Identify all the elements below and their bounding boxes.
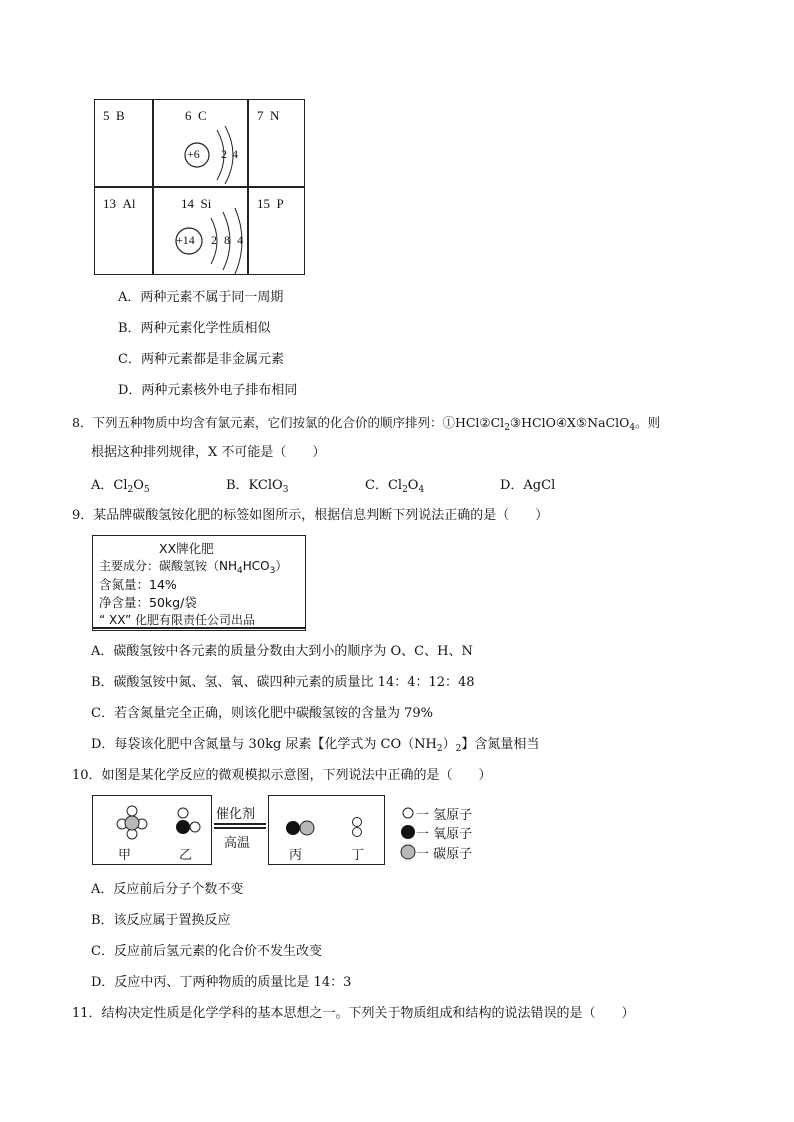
table-divider [95, 186, 304, 188]
q7-option-a: A．两种元素不属于同一周期 [118, 290, 284, 305]
element-cell-b: 5 B [103, 108, 125, 123]
label-ingredient: 主要成分：碳酸氢铵$(NH_4HCO_3)$ [99, 559, 288, 576]
q7-option-d: D．两种元素核外电子排布相同 [118, 383, 298, 398]
legend-carbon: 一 碳原子 [416, 847, 473, 862]
reaction-catalyst: 催化剂 [216, 807, 256, 822]
carbon-atom [125, 816, 139, 830]
oxygen-atom [286, 821, 300, 835]
q9-option-d: D．每袋该化肥中含氮量与 30kg 尿素【化学式为 $CO(NH_2)_2$】含氮量相当 [91, 737, 540, 754]
q9-option-a: A．碳酸氢铵中各元素的质量分数由大到小的顺序为 O、C、H、N [91, 644, 473, 659]
q8-option-a: A．$Cl_2O_5$ [91, 478, 150, 495]
label-underline [93, 627, 305, 629]
label-jia: 甲 [118, 848, 132, 863]
reaction-arrow-line [214, 823, 266, 825]
hydrogen-atom [127, 806, 137, 816]
hydrogen-atom [353, 828, 362, 837]
element-cell-c: 6 C [185, 108, 207, 123]
label-maker: “ XX” 化肥有限责任公司出品 [99, 613, 256, 627]
q10-option-c: C．反应前后氢元素的化合价不发生改变 [91, 944, 322, 959]
q10-option-d: D．反应中丙、丁两种物质的质量比是 14：3 [91, 975, 352, 990]
reaction-arrow-line [214, 827, 266, 829]
hydrogen-legend-icon [403, 808, 413, 818]
silicon-shells: 2 8 4 [211, 233, 245, 247]
carbon-shells: 2 4 [221, 147, 239, 161]
q7-option-b: B．两种元素化学性质相似 [118, 321, 271, 336]
product-molecules [283, 810, 375, 840]
q10-stem: 10．如图是某化学反应的微观模拟示意图，下列说法中正确的是（ ） [72, 768, 492, 783]
label-net-weight: 净含量：50kg/袋 [99, 595, 197, 610]
silicon-nucleus-charge: +14 [176, 233, 195, 247]
reactant-molecules [113, 803, 203, 841]
q8-stem-line2: 根据这种排列规律，X 不可能是（ ） [91, 445, 326, 460]
oxygen-atom [176, 820, 190, 834]
element-cell-al: 13 Al [103, 196, 136, 211]
q8-option-b: B．KClO$_3$ [226, 478, 289, 495]
q7-option-c: C．两种元素都是非金属元素 [118, 352, 284, 367]
q9-option-c: C．若含氮量完全正确，则该化肥中碳酸氢铵的含量为 79% [91, 706, 433, 721]
q9-option-b: B．碳酸氢铵中氮、氢、氧、碳四种元素的质量比 14：4：12：48 [91, 675, 475, 690]
label-ding: 丁 [351, 848, 365, 863]
q10-option-b: B．该反应属于置换反应 [91, 913, 231, 928]
reaction-condition: 高温 [224, 836, 251, 851]
element-cell-si: 14 Si [181, 196, 212, 211]
label-yi: 乙 [179, 848, 193, 863]
legend-oxygen: 一 氧原子 [416, 827, 473, 842]
carbon-nucleus-charge: +6 [187, 147, 200, 161]
q8-stem: 8．下列五种物质中均含有氯元素，它们按氯的化合价的顺序排列：$①HCl②Cl_2③HClO④X⑤NaClO_4$。则 [72, 415, 661, 433]
legend-hydrogen: 一 氢原子 [416, 808, 473, 823]
q8-option-c: C．$Cl_2O_4$ [365, 478, 425, 495]
fertilizer-label [92, 535, 306, 631]
q10-option-a: A．反应前后分子个数不变 [91, 882, 244, 897]
label-title: XX牌化肥 [159, 541, 214, 556]
hydrogen-atom [353, 818, 362, 827]
element-cell-p: 15 P [257, 196, 284, 211]
element-cell-n: 7 N [257, 108, 280, 123]
label-bing: 丙 [289, 848, 303, 863]
q8-option-d: D．AgCl [500, 478, 556, 493]
label-nitrogen: 含氮量：14% [99, 577, 177, 592]
q11-stem: 11．结构决定性质是化学学科的基本思想之一。下列关于物质组成和结构的说法错误的是（ ） [72, 1006, 635, 1021]
hydrogen-atom [190, 822, 200, 832]
oxygen-legend-icon [401, 825, 415, 839]
element-table [94, 99, 305, 275]
q9-stem: 9．某品牌碳酸氢铵化肥的标签如图所示，根据信息判断下列说法正确的是（ ） [72, 508, 549, 523]
products-box [268, 795, 385, 865]
hydrogen-atom [178, 808, 188, 818]
reactants-box [92, 795, 212, 865]
carbon-legend-icon [401, 845, 415, 859]
carbon-atom [300, 821, 314, 835]
